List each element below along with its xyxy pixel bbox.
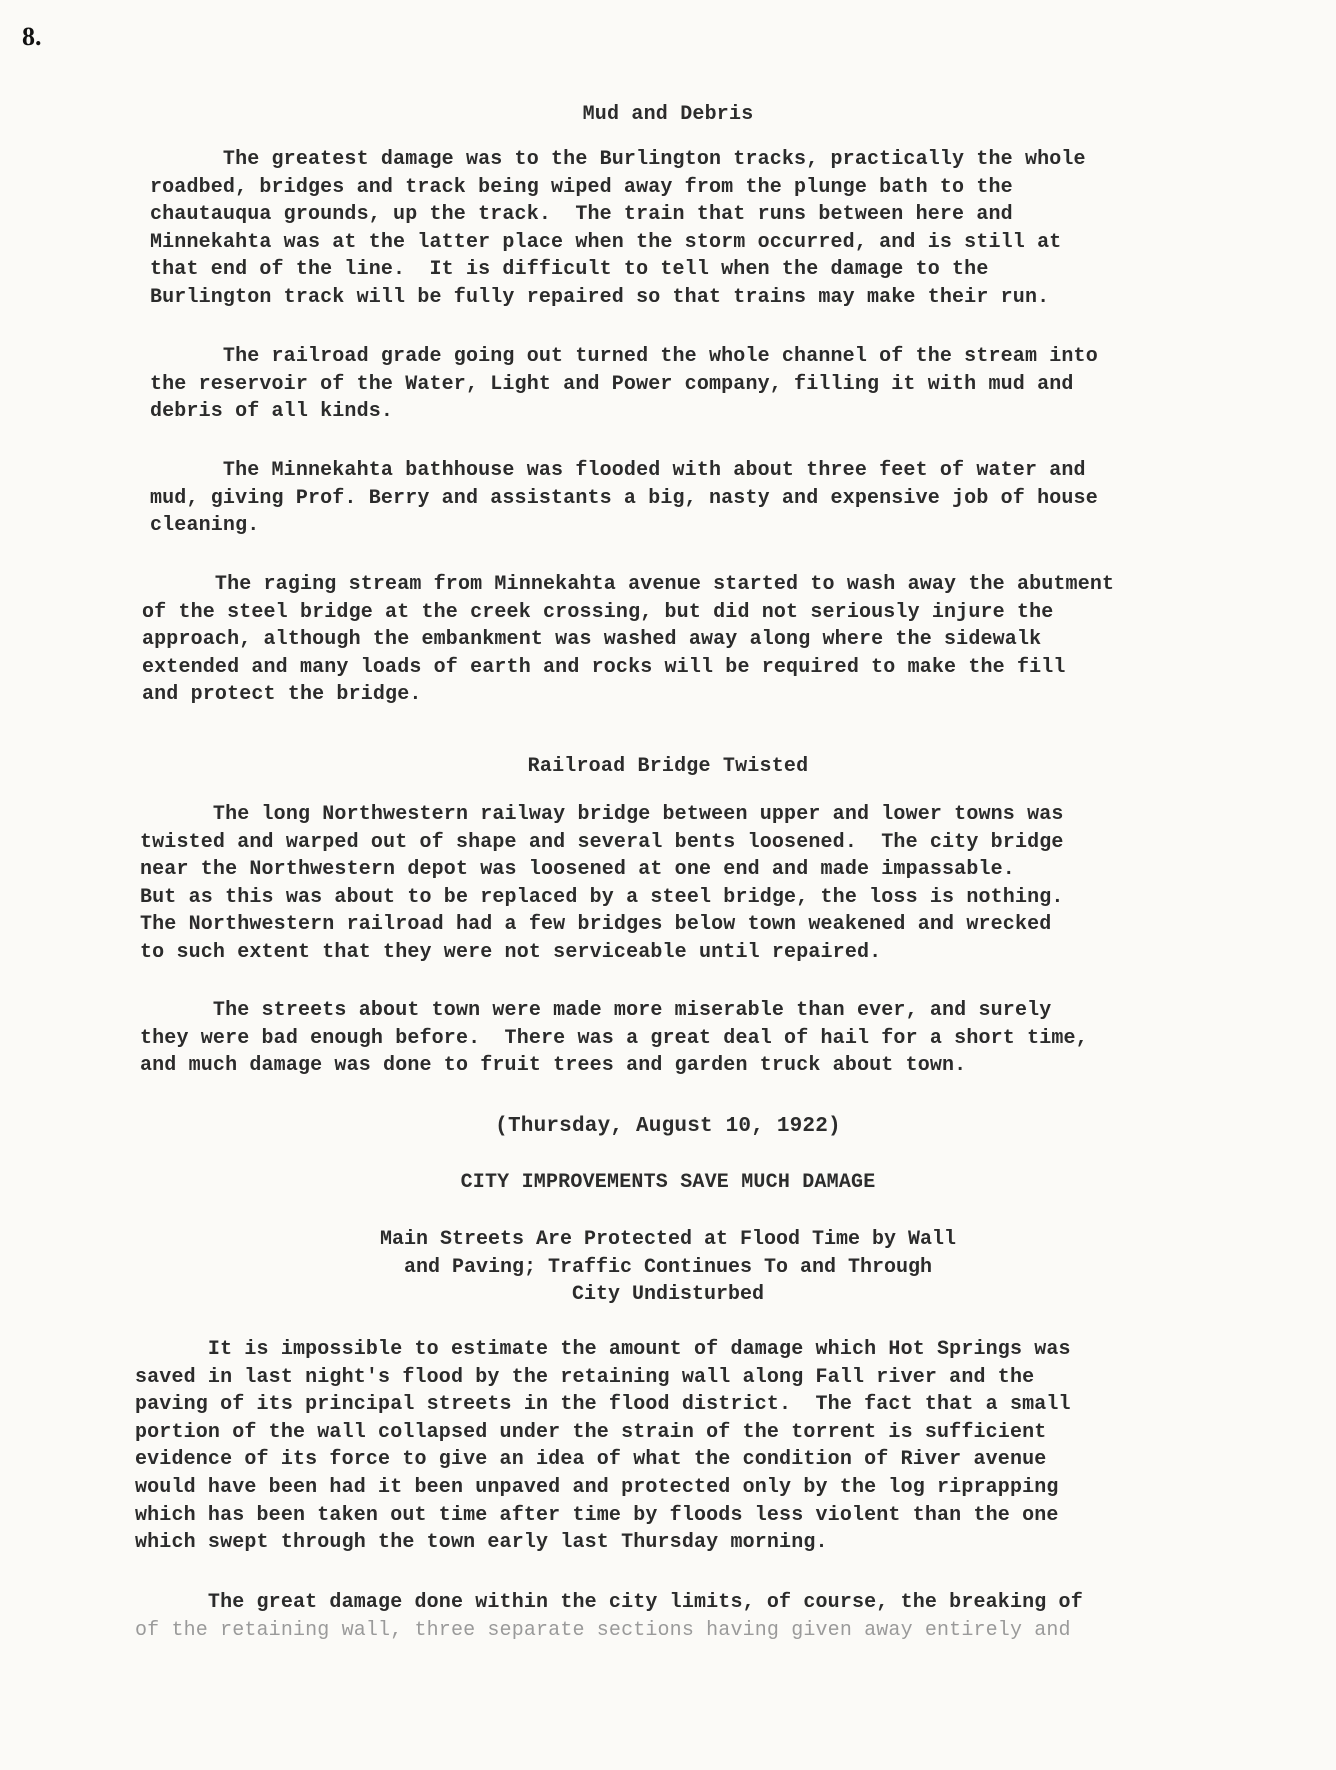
article-headline: CITY IMPROVEMENTS SAVE MUCH DAMAGE xyxy=(460,1171,876,1194)
paragraph-northwestern-bridge: The long Northwestern railway bridge between upper and lower towns was twisted and warped out of shape and several bents loosened. The city bridge near the Northwestern depot was loosened at one end and made impassable. But as this was about to be replaced by a steel bridge, the loss is nothing. The Northwestern railroad had a few bridges below town weakened and wrecked to such extent that they were not serviceable until repaired. xyxy=(140,803,1064,964)
paragraph-streets-about-town: The streets about town were made more miserable than ever, and surely they were bad enough before. There was a great deal of hail for a short time, and much damage was done to fruit trees and garden truck about town. xyxy=(140,999,1088,1078)
section-heading-railroad-bridge-twisted: Railroad Bridge Twisted xyxy=(527,755,809,778)
paragraph-great-damage: The great damage done within the city limits, of course, the breaking of xyxy=(135,1591,1083,1614)
paragraph-raging-stream: The raging stream from Minnekahta avenue started to wash away the abutment of the steel bridge at the creek crossing, but did not seriously injure the approach, although the embankment was washed away along where the sidewalk extended and many loads of earth and rocks will be required to make the fill and protect the bridge. xyxy=(142,573,1115,707)
paragraph-burlington-tracks: The greatest damage was to the Burlington tracks, practically the whole roadbed, bridges and track being wiped away from the plunge bath to the chautauqua grounds, up the track. The train that runs between here and Minnekahta was at the latter place when the storm occurred, and is still at that end of the line. It is difficult to tell when the damage to the Burlington track will be fully repaired so that trains may make their run. xyxy=(150,148,1086,309)
paragraph-railroad-grade: The railroad grade going out turned the whole channel of the stream into the reservoir of the Water, Light and Power company, filling it with mud and debris of all kinds. xyxy=(150,345,1098,424)
section-heading-mud-and-debris: Mud and Debris xyxy=(582,103,754,126)
paragraph-retaining-wall: It is impossible to estimate the amount of damage which Hot Springs was saved in last night's flood by the retaining wall along Fall river and the paving of its principal streets in the flood district. The fact that a small portion of the wall collapsed under the strain of the torrent is sufficient evidence of its force to give an idea of what the condition of River avenue would have been had it been unpaved and protected only by the log riprapping which has been taken out time after time by floods less violent than the one which swept through the town early last Thursday morning. xyxy=(135,1338,1071,1555)
paragraph-minnekahta-bathhouse: The Minnekahta bathhouse was flooded with about three feet of water and mud, giving Prof. Berry and assistants a big, nasty and expensive job of house cleaning. xyxy=(150,459,1098,538)
page-number: 8. xyxy=(22,22,42,51)
dateline: (Thursday, August 10, 1922) xyxy=(495,1115,841,1138)
faint-continuation-line: of the retaining wall, three separate sections having given away entirely and xyxy=(135,1619,1071,1642)
article-subheadline: Main Streets Are Protected at Flood Time by Wall and Paving; Traffic Continues To and Through City Undisturbed xyxy=(379,1228,957,1307)
